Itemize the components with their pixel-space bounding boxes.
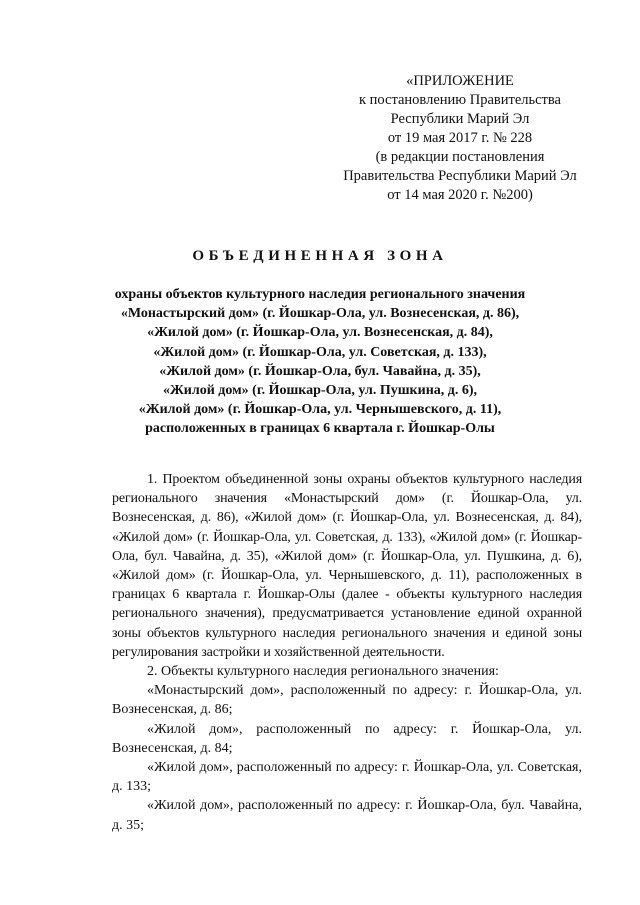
- appendix-line: (в редакции постановления: [375, 149, 545, 165]
- subtitle-line: «Жилой дом» (г. Йошкар-Ола, ул. Вознесенская, д. 84),: [147, 325, 493, 341]
- appendix-line: Республики Марий Эл: [390, 111, 530, 127]
- document-title: ОБЪЕДИНЕННАЯ ЗОНА: [192, 248, 448, 264]
- subtitle-line: расположенных в границах 6 квартала г. Йошкар-Олы: [145, 421, 495, 437]
- list-item: «Жилой дом», расположенный по адресу: г. Йошкар-Ола, бул. Чавайна, д. 35;: [112, 798, 582, 833]
- appendix-header: [330, 72, 590, 205]
- subtitle-line: «Жилой дом» (г. Йошкар-Ола, ул. Чернышевского, д. 11),: [138, 402, 502, 418]
- list-item: «Жилой дом», расположенный по адресу: г. Йошкар-Ола, ул. Вознесенская, д. 84;: [112, 721, 582, 756]
- subtitle-line: «Жилой дом» (г. Йошкар-Ола, ул. Советская, д. 133),: [153, 344, 487, 360]
- appendix-line: Правительства Республики Марий Эл: [343, 168, 577, 184]
- appendix-line: от 14 мая 2020 г. №200): [387, 187, 533, 203]
- document-subtitle: [70, 285, 570, 439]
- paragraph-1: 1. Проектом объединенной зоны охраны объектов культурного наследия регионального значения «Монастырский дом» (г. Йошкар-Ола, ул. Вознесенская, д. 86), «Жилой дом» (г. Йошкар-Ола, ул. Вознесенская, д. 84), «Жилой дом» (г. Йошкар-Ола, ул. Советская, д. 133), «Жилой дом» (г. Йошкар-Ола, бул. Чавайна, д. 35), «Жилой дом» (г. Йошкар-Ола, ул. Пушкина, д. 6), «Жилой дом» (г. Йошкар-Ола, ул. Чернышевского, д. 11), расположенных в границах 6 квартала г. Йошкар-Олы (далее - объекты культурного наследия регионального значения), предусматривается установление единой охранной зоны объектов культурного наследия регионального значения и единой зоны регулирования застройки и хозяйственной деятельности.: [112, 472, 582, 660]
- subtitle-line: охраны объектов культурного наследия регионального значения: [114, 287, 526, 302]
- body-text: [112, 470, 582, 835]
- list-item: «Монастырский дом», расположенный по адресу: г. Йошкар-Ола, ул. Вознесенская, д. 86;: [112, 683, 582, 718]
- list-item: «Жилой дом», расположенный по адресу: г. Йошкар-Ола, ул. Советская, д. 133;: [112, 760, 582, 795]
- paragraph-2: 2. Объекты культурного наследия регионального значения:: [147, 664, 499, 680]
- subtitle-line: «Жилой дом» (г. Йошкар-Ола, бул. Чавайна, д. 35),: [159, 363, 481, 379]
- appendix-line: «ПРИЛОЖЕНИЕ: [406, 73, 514, 89]
- appendix-line: к постановлению Правительства: [359, 92, 561, 108]
- subtitle-line: «Жилой дом» (г. Йошкар-Ола, ул. Пушкина, д. 6),: [162, 383, 478, 399]
- appendix-line: от 19 мая 2017 г. № 228: [387, 130, 533, 146]
- subtitle-line: «Монастырский дом» (г. Йошкар-Ола, ул. Вознесенская, д. 86),: [120, 306, 520, 322]
